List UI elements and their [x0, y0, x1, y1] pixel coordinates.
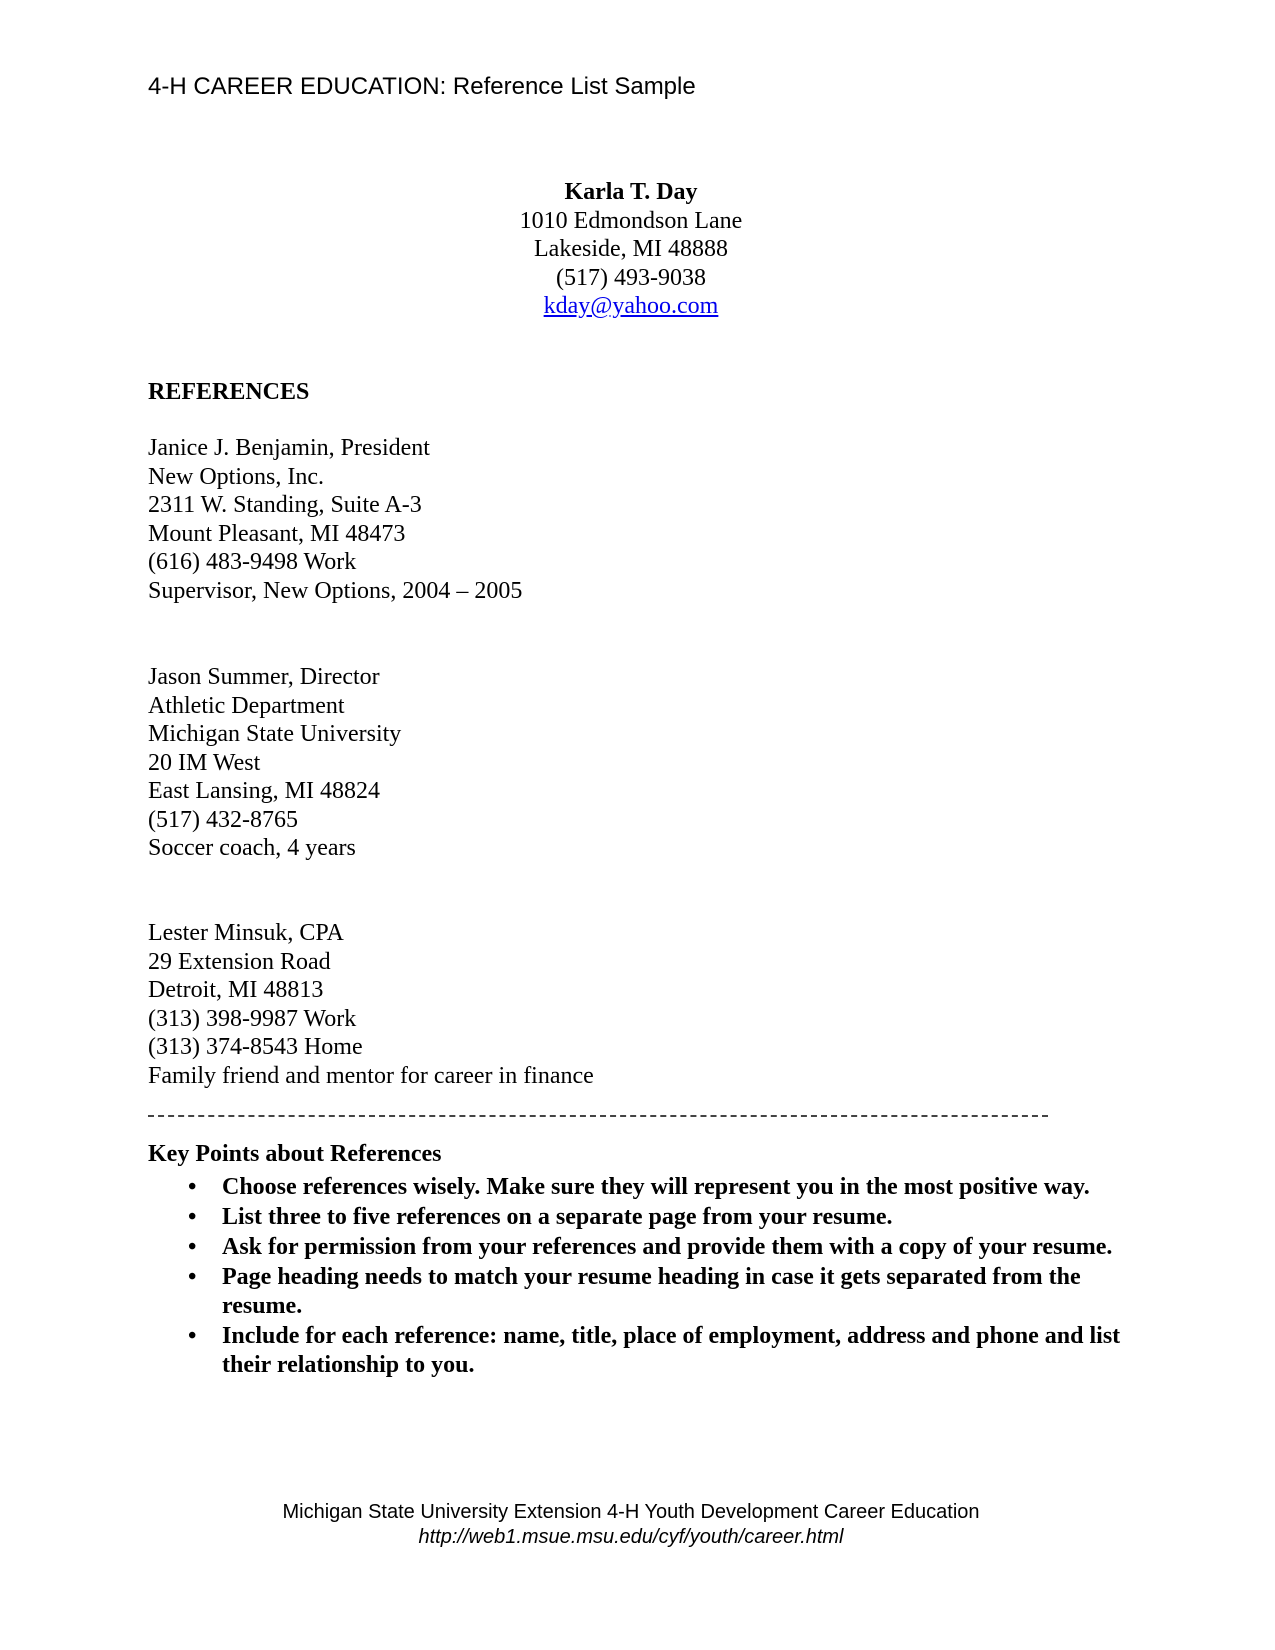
- reference-line: Family friend and mentor for career in finance: [148, 1062, 594, 1089]
- reference-line: East Lansing, MI 48824: [148, 778, 380, 804]
- key-point-text: Ask for permission from your references and provide them with a copy of your resume.: [222, 1233, 1113, 1260]
- reference-entry: [148, 434, 522, 605]
- reference-line: (313) 398-9987 Work: [148, 1005, 357, 1032]
- list-item: [148, 1173, 1128, 1202]
- email-link[interactable]: kday@yahoo.com: [543, 293, 719, 319]
- list-item: [148, 1263, 1128, 1321]
- bullet-icon: •: [188, 1233, 197, 1260]
- reference-line: Jason Summer, Director: [148, 664, 380, 690]
- reference-line: Lester Minsuk, CPA: [148, 920, 344, 946]
- reference-line: 29 Extension Road: [148, 948, 331, 975]
- reference-line: 20 IM West: [148, 749, 261, 776]
- reference-line: 2311 W. Standing, Suite A-3: [148, 492, 422, 518]
- reference-line: Mount Pleasant, MI 48473: [148, 520, 406, 547]
- key-points-section: [148, 1140, 1128, 1381]
- list-item: [148, 1203, 1128, 1232]
- list-item: [148, 1322, 1128, 1380]
- key-point-text: List three to five references on a separate page from your resume.: [222, 1203, 893, 1230]
- reference-line: Athletic Department: [148, 692, 345, 719]
- reference-line: Detroit, MI 48813: [148, 977, 324, 1003]
- dashed-separator: [148, 1115, 1048, 1117]
- city-state-zip: Lakeside, MI 48888: [534, 236, 728, 262]
- reference-line: Michigan State University: [148, 721, 402, 747]
- key-points-list: [148, 1173, 1128, 1380]
- contact-block: [0, 178, 1262, 321]
- reference-line: Janice J. Benjamin, President: [148, 435, 430, 461]
- footer-url[interactable]: http://web1.msue.msu.edu/cyf/youth/career.html: [418, 1526, 844, 1548]
- reference-line: New Options, Inc.: [148, 463, 324, 490]
- page-footer: [0, 1500, 1262, 1550]
- street-address: 1010 Edmondson Lane: [519, 207, 743, 234]
- list-item: [148, 1233, 1128, 1262]
- bullet-icon: •: [188, 1322, 197, 1349]
- key-points-heading: Key Points about References: [148, 1141, 442, 1167]
- key-point-text: Page heading needs to match your resume heading in case it gets separated from the resume.: [222, 1263, 1081, 1319]
- bullet-icon: •: [188, 1173, 197, 1200]
- bullet-icon: •: [188, 1263, 197, 1290]
- document-header: 4-H CAREER EDUCATION: Reference List Sample: [148, 73, 696, 100]
- reference-line: (517) 432-8765: [148, 806, 298, 833]
- key-point-text: Choose references wisely. Make sure they will represent you in the most positive way.: [222, 1173, 1090, 1200]
- applicant-name: Karla T. Day: [564, 179, 698, 205]
- phone-number: (517) 493-9038: [556, 264, 706, 291]
- reference-line: (616) 483-9498 Work: [148, 549, 357, 575]
- references-heading: REFERENCES: [148, 379, 310, 405]
- key-point-text: Include for each reference: name, title, place of employment, address and phone and list their relationship to you.: [222, 1322, 1121, 1378]
- reference-entry: [148, 663, 401, 863]
- reference-line: (313) 374-8543 Home: [148, 1034, 363, 1060]
- reference-line: Supervisor, New Options, 2004 – 2005: [148, 577, 523, 604]
- reference-entry: [148, 919, 594, 1090]
- bullet-icon: •: [188, 1203, 197, 1230]
- reference-line: Soccer coach, 4 years: [148, 835, 356, 861]
- footer-org: Michigan State University Extension 4-H Youth Development Career Education: [282, 1501, 980, 1523]
